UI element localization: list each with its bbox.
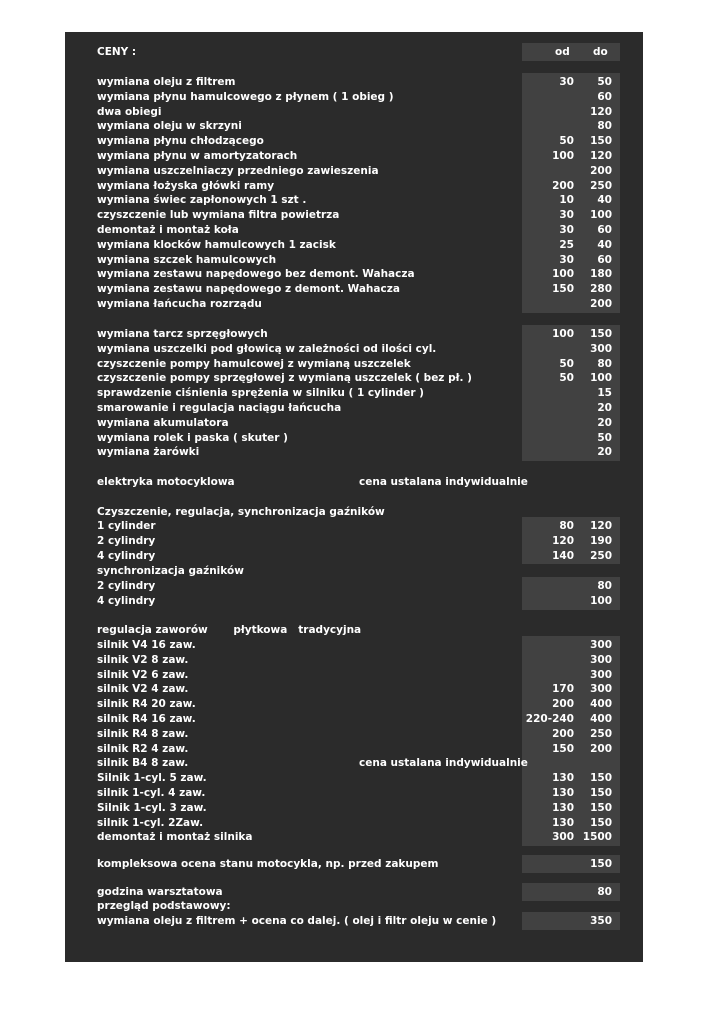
price-row xyxy=(97,134,620,149)
page-title: CENY : xyxy=(97,46,137,58)
price-from: 80 xyxy=(559,520,574,532)
price-row xyxy=(97,830,620,845)
service-name: wymiana łańcucha rozrządu xyxy=(97,298,262,310)
column-header-from: od xyxy=(555,46,570,58)
price-note: cena ustalana indywidualnie xyxy=(359,476,528,488)
price-row xyxy=(97,297,620,312)
price-row xyxy=(97,416,620,431)
price-row xyxy=(97,594,620,609)
service-name: silnik V2 6 zaw. xyxy=(97,668,189,681)
service-name: elektryka motocyklowa xyxy=(97,476,235,488)
price-row xyxy=(97,445,620,460)
price-to: 280 xyxy=(590,283,612,296)
price-to: 40 xyxy=(597,194,612,207)
price-row xyxy=(97,534,620,549)
service-name: dwa obiegi xyxy=(97,105,162,118)
service-name: Silnik 1-cyl. 5 zaw. xyxy=(97,772,207,785)
price-row xyxy=(97,179,620,194)
price-from: 130 xyxy=(552,816,574,829)
service-name: wymiana uszczelniaczy przedniego zawieszenia xyxy=(97,164,379,177)
header-row xyxy=(97,45,620,60)
price-row xyxy=(97,401,620,416)
service-name: silnik R2 4 zaw. xyxy=(97,742,189,755)
price-row xyxy=(97,549,620,564)
price-to: 400 xyxy=(590,713,612,725)
price-to: 300 xyxy=(590,342,612,355)
service-name: silnik B4 8 zaw. xyxy=(97,757,189,770)
service-name: 2 cylindry xyxy=(97,534,156,547)
section-title-row xyxy=(97,899,620,914)
price-from: 200 xyxy=(552,727,574,740)
price-from: 300 xyxy=(552,831,574,844)
price-from: 150 xyxy=(552,283,574,296)
price-from: 30 xyxy=(559,253,574,266)
price-to: 300 xyxy=(590,639,612,651)
price-to: 100 xyxy=(590,372,612,385)
service-name: 4 cylindry xyxy=(97,594,156,607)
service-name: wymiana tarcz sprzęgłowych xyxy=(97,328,268,340)
price-to: 120 xyxy=(590,105,612,118)
price-to: 150 xyxy=(590,772,612,785)
price-from: 120 xyxy=(552,534,574,547)
service-name: demontaż i montaż silnika xyxy=(97,831,253,844)
service-name: wymiana oleju w skrzyni xyxy=(97,120,242,133)
price-to: 200 xyxy=(590,742,612,755)
price-note: cena ustalana indywidualnie xyxy=(359,757,528,770)
service-name: czyszczenie lub wymiana filtra powietrza xyxy=(97,209,340,222)
service-name: wymiana szczek hamulcowych xyxy=(97,253,277,266)
service-name: 1 cylinder xyxy=(97,520,156,532)
price-to: 50 xyxy=(597,431,612,444)
price-row xyxy=(97,223,620,238)
service-name: godzina warsztatowa xyxy=(97,886,223,898)
column-header-to: do xyxy=(593,46,608,58)
service-name: wymiana łożyska główki ramy xyxy=(97,179,275,192)
price-row xyxy=(97,431,620,446)
price-row xyxy=(97,342,620,357)
service-name: wymiana zestawu napędowego z demont. Wahacza xyxy=(97,283,400,296)
section-title: regulacja zaworów płytkowa tradycyjna xyxy=(97,624,362,636)
price-from: 220-240 xyxy=(525,713,574,725)
service-name: demontaż i montaż koła xyxy=(97,224,239,236)
price-row xyxy=(97,208,620,223)
service-name: silnik R4 20 zaw. xyxy=(97,698,196,711)
price-row xyxy=(97,742,620,757)
price-to: 180 xyxy=(590,268,612,281)
price-from: 200 xyxy=(552,698,574,711)
price-from: 130 xyxy=(552,772,574,785)
price-to: 150 xyxy=(590,816,612,829)
price-from: 30 xyxy=(559,224,574,236)
price-row xyxy=(97,638,620,653)
price-to: 20 xyxy=(597,446,612,459)
price-row xyxy=(97,914,620,929)
service-name: silnik V4 16 zaw. xyxy=(97,639,196,651)
price-to: 250 xyxy=(590,727,612,740)
price-from: 100 xyxy=(552,150,574,162)
price-from: 150 xyxy=(552,742,574,755)
price-to: 350 xyxy=(590,915,612,927)
price-to: 100 xyxy=(590,594,612,607)
price-row xyxy=(97,149,620,164)
price-row xyxy=(97,727,620,742)
price-to: 80 xyxy=(597,357,612,370)
price-to: 300 xyxy=(590,683,612,696)
price-from: 100 xyxy=(552,328,574,340)
price-row xyxy=(97,327,620,342)
price-row xyxy=(97,653,620,668)
service-name: wymiana świec zapłonowych 1 szt . xyxy=(97,194,307,207)
price-to: 60 xyxy=(597,253,612,266)
price-row xyxy=(97,885,620,900)
service-name: kompleksowa ocena stanu motocykla, np. przed zakupem xyxy=(97,858,439,870)
section-title: synchronizacja gaźników xyxy=(97,565,244,577)
service-name: 4 cylindry xyxy=(97,549,156,562)
service-name: wymiana uszczelki pod głowicą w zależności od ilości cyl. xyxy=(97,342,437,355)
price-from: 10 xyxy=(559,194,574,207)
price-row xyxy=(97,357,620,372)
price-from: 140 xyxy=(552,549,574,562)
service-name: silnik 1-cyl. 4 zaw. xyxy=(97,787,206,799)
price-from: 50 xyxy=(559,372,574,385)
price-from: 170 xyxy=(552,683,574,696)
price-row xyxy=(97,801,620,816)
price-to: 40 xyxy=(597,238,612,251)
price-to: 150 xyxy=(590,858,612,870)
price-to: 15 xyxy=(597,387,612,400)
service-name: silnik 1-cyl. 2Zaw. xyxy=(97,816,204,829)
section-title-row xyxy=(97,564,620,579)
price-from: 130 xyxy=(552,801,574,814)
price-row xyxy=(97,682,620,697)
price-to: 300 xyxy=(590,653,612,666)
service-name: sprawdzenie ciśnienia sprężenia w silniku ( 1 cylinder ) xyxy=(97,387,424,400)
section-title: przegląd podstawowy: xyxy=(97,900,231,912)
price-row xyxy=(97,164,620,179)
price-row xyxy=(97,756,620,771)
service-name: wymiana rolek i paska ( skuter ) xyxy=(97,431,288,444)
price-to: 80 xyxy=(597,120,612,133)
price-to: 150 xyxy=(590,787,612,799)
price-from: 25 xyxy=(559,238,574,251)
price-row xyxy=(97,786,620,801)
price-row xyxy=(97,238,620,253)
service-name: czyszczenie pompy hamulcowej z wymianą uszczelek xyxy=(97,357,411,370)
price-row xyxy=(97,816,620,831)
price-to: 120 xyxy=(590,520,612,532)
service-name: wymiana klocków hamulcowych 1 zacisk xyxy=(97,238,336,251)
price-to: 150 xyxy=(590,135,612,148)
service-name: wymiana płynu w amortyzatorach xyxy=(97,150,298,162)
price-row xyxy=(97,668,620,683)
service-name: wymiana płynu hamulcowego z płynem ( 1 obieg ) xyxy=(97,90,394,103)
service-name: wymiana płynu chłodzącego xyxy=(97,135,264,148)
price-to: 1500 xyxy=(582,831,612,844)
price-to: 80 xyxy=(597,580,612,592)
service-name: silnik R4 8 zaw. xyxy=(97,727,189,740)
price-row xyxy=(97,193,620,208)
service-name: wymiana oleju z filtrem + ocena co dalej. ( olej i filtr oleju w cenie ) xyxy=(97,915,497,927)
service-name: wymiana oleju z filtrem xyxy=(97,76,236,88)
service-name: wymiana zestawu napędowego bez demont. Wahacza xyxy=(97,268,415,281)
section-title-row xyxy=(97,623,620,638)
price-row xyxy=(97,119,620,134)
price-row xyxy=(97,75,620,90)
price-to: 200 xyxy=(590,164,612,177)
price-to: 250 xyxy=(590,179,612,192)
section-title-row xyxy=(97,505,620,520)
price-row xyxy=(97,90,620,105)
price-row xyxy=(97,475,620,490)
price-to: 80 xyxy=(597,886,612,898)
price-from: 130 xyxy=(552,787,574,799)
price-row xyxy=(97,371,620,386)
price-to: 190 xyxy=(590,534,612,547)
price-to: 150 xyxy=(590,328,612,340)
price-row xyxy=(97,712,620,727)
price-to: 150 xyxy=(590,801,612,814)
price-row xyxy=(97,282,620,297)
price-row xyxy=(97,253,620,268)
price-row xyxy=(97,267,620,282)
service-name: czyszczenie pompy sprzęgłowej z wymianą uszczelek ( bez pł. ) xyxy=(97,372,472,385)
price-from: 30 xyxy=(559,209,574,222)
price-row xyxy=(97,519,620,534)
price-to: 60 xyxy=(597,90,612,103)
price-to: 20 xyxy=(597,402,612,414)
service-name: 2 cylindry xyxy=(97,580,156,592)
price-row xyxy=(97,386,620,401)
price-to: 20 xyxy=(597,416,612,429)
price-from: 200 xyxy=(552,179,574,192)
service-name: silnik R4 16 zaw. xyxy=(97,713,196,725)
price-row xyxy=(97,857,620,872)
price-from: 50 xyxy=(559,357,574,370)
price-to: 50 xyxy=(597,76,612,88)
price-row xyxy=(97,697,620,712)
service-name: smarowanie i regulacja naciągu łańcucha xyxy=(97,402,342,414)
price-from: 30 xyxy=(559,76,574,88)
price-from: 50 xyxy=(559,135,574,148)
price-row xyxy=(97,771,620,786)
price-to: 200 xyxy=(590,298,612,310)
price-to: 250 xyxy=(590,549,612,562)
service-name: silnik V2 4 zaw. xyxy=(97,683,189,696)
price-to: 60 xyxy=(597,224,612,236)
price-to: 300 xyxy=(590,668,612,681)
price-row xyxy=(97,579,620,594)
price-to: 100 xyxy=(590,209,612,222)
price-from: 100 xyxy=(552,268,574,281)
service-name: silnik V2 8 zaw. xyxy=(97,653,189,666)
service-name: wymiana żarówki xyxy=(97,446,200,459)
service-name: Silnik 1-cyl. 3 zaw. xyxy=(97,801,207,814)
section-title: Czyszczenie, regulacja, synchronizacja gaźników xyxy=(97,506,385,518)
service-name: wymiana akumulatora xyxy=(97,416,229,429)
price-to: 400 xyxy=(590,698,612,711)
price-to: 120 xyxy=(590,150,612,162)
price-row xyxy=(97,105,620,120)
